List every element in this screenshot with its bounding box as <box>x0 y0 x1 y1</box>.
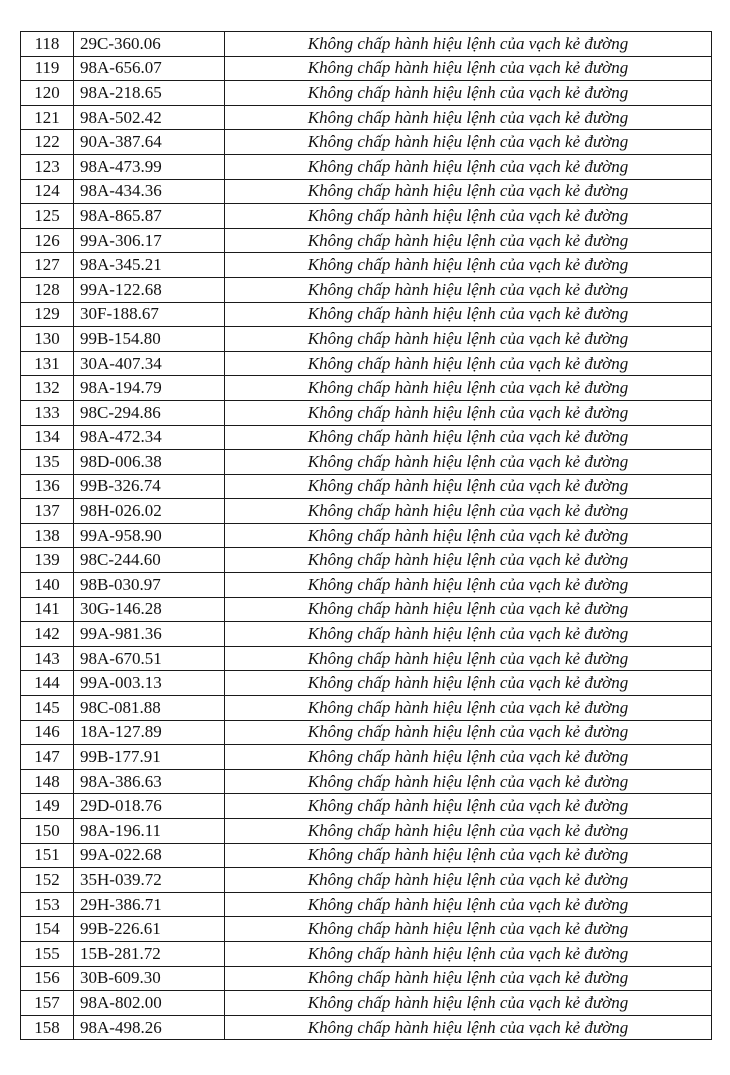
row-number-cell: 154 <box>21 917 74 942</box>
violation-cell: Không chấp hành hiệu lệnh của vạch kẻ đường <box>225 941 712 966</box>
table-row <box>21 425 712 450</box>
row-number-cell: 156 <box>21 966 74 991</box>
row-number-cell: 136 <box>21 474 74 499</box>
table-row <box>21 523 712 548</box>
table-row <box>21 843 712 868</box>
violation-cell: Không chấp hành hiệu lệnh của vạch kẻ đường <box>225 991 712 1016</box>
license-plate-cell: 98A-670.51 <box>74 646 225 671</box>
row-number-cell: 130 <box>21 327 74 352</box>
license-plate-cell: 98A-434.36 <box>74 179 225 204</box>
license-plate-cell: 99B-226.61 <box>74 917 225 942</box>
violation-cell: Không chấp hành hiệu lệnh của vạch kẻ đường <box>225 966 712 991</box>
license-plate-cell: 98A-218.65 <box>74 81 225 106</box>
license-plate-cell: 98A-345.21 <box>74 253 225 278</box>
table-row <box>21 56 712 81</box>
row-number-cell: 121 <box>21 105 74 130</box>
row-number-cell: 124 <box>21 179 74 204</box>
row-number-cell: 120 <box>21 81 74 106</box>
violation-cell: Không chấp hành hiệu lệnh của vạch kẻ đường <box>225 130 712 155</box>
license-plate-cell: 30G-146.28 <box>74 597 225 622</box>
violation-cell: Không chấp hành hiệu lệnh của vạch kẻ đường <box>225 868 712 893</box>
row-number-cell: 151 <box>21 843 74 868</box>
table-row <box>21 499 712 524</box>
table-row <box>21 941 712 966</box>
table-row <box>21 154 712 179</box>
row-number-cell: 126 <box>21 228 74 253</box>
violation-cell: Không chấp hành hiệu lệnh của vạch kẻ đường <box>225 253 712 278</box>
table-row <box>21 105 712 130</box>
violation-cell: Không chấp hành hiệu lệnh của vạch kẻ đường <box>225 597 712 622</box>
license-plate-cell: 30B-609.30 <box>74 966 225 991</box>
row-number-cell: 131 <box>21 351 74 376</box>
license-plate-cell: 90A-387.64 <box>74 130 225 155</box>
violation-cell: Không chấp hành hiệu lệnh của vạch kẻ đường <box>225 32 712 57</box>
row-number-cell: 123 <box>21 154 74 179</box>
row-number-cell: 146 <box>21 720 74 745</box>
license-plate-cell: 98A-472.34 <box>74 425 225 450</box>
license-plate-cell: 98C-294.86 <box>74 400 225 425</box>
violation-cell: Không chấp hành hiệu lệnh của vạch kẻ đường <box>225 204 712 229</box>
license-plate-cell: 98A-802.00 <box>74 991 225 1016</box>
row-number-cell: 135 <box>21 450 74 475</box>
table-row <box>21 720 712 745</box>
table-row <box>21 179 712 204</box>
violation-cell: Không chấp hành hiệu lệnh của vạch kẻ đường <box>225 892 712 917</box>
table-row <box>21 1015 712 1040</box>
table-row <box>21 376 712 401</box>
table-row <box>21 474 712 499</box>
table-row <box>21 130 712 155</box>
violation-cell: Không chấp hành hiệu lệnh của vạch kẻ đường <box>225 327 712 352</box>
license-plate-cell: 98B-030.97 <box>74 573 225 598</box>
row-number-cell: 152 <box>21 868 74 893</box>
license-plate-cell: 99A-003.13 <box>74 671 225 696</box>
violation-cell: Không chấp hành hiệu lệnh của vạch kẻ đường <box>225 400 712 425</box>
violation-cell: Không chấp hành hiệu lệnh của vạch kẻ đường <box>225 548 712 573</box>
license-plate-cell: 98H-026.02 <box>74 499 225 524</box>
license-plate-cell: 99B-177.91 <box>74 745 225 770</box>
violation-cell: Không chấp hành hiệu lệnh của vạch kẻ đường <box>225 499 712 524</box>
violation-cell: Không chấp hành hiệu lệnh của vạch kẻ đường <box>225 917 712 942</box>
license-plate-cell: 98C-244.60 <box>74 548 225 573</box>
row-number-cell: 157 <box>21 991 74 1016</box>
table-row <box>21 400 712 425</box>
violation-cell: Không chấp hành hiệu lệnh của vạch kẻ đường <box>225 794 712 819</box>
table-row <box>21 966 712 991</box>
table-row <box>21 597 712 622</box>
row-number-cell: 149 <box>21 794 74 819</box>
row-number-cell: 119 <box>21 56 74 81</box>
license-plate-cell: 99B-326.74 <box>74 474 225 499</box>
violation-cell: Không chấp hành hiệu lệnh của vạch kẻ đường <box>225 573 712 598</box>
violation-cell: Không chấp hành hiệu lệnh của vạch kẻ đường <box>225 646 712 671</box>
row-number-cell: 148 <box>21 769 74 794</box>
violation-cell: Không chấp hành hiệu lệnh của vạch kẻ đường <box>225 474 712 499</box>
table-row <box>21 769 712 794</box>
license-plate-cell: 29C-360.06 <box>74 32 225 57</box>
table-row <box>21 253 712 278</box>
violation-cell: Không chấp hành hiệu lệnh của vạch kẻ đường <box>225 843 712 868</box>
row-number-cell: 141 <box>21 597 74 622</box>
table-row <box>21 351 712 376</box>
violation-cell: Không chấp hành hiệu lệnh của vạch kẻ đường <box>225 671 712 696</box>
row-number-cell: 143 <box>21 646 74 671</box>
violation-cell: Không chấp hành hiệu lệnh của vạch kẻ đường <box>225 720 712 745</box>
license-plate-cell: 98A-502.42 <box>74 105 225 130</box>
row-number-cell: 134 <box>21 425 74 450</box>
violation-cell: Không chấp hành hiệu lệnh của vạch kẻ đường <box>225 696 712 721</box>
table-row <box>21 32 712 57</box>
table-row <box>21 277 712 302</box>
row-number-cell: 132 <box>21 376 74 401</box>
row-number-cell: 129 <box>21 302 74 327</box>
row-number-cell: 122 <box>21 130 74 155</box>
row-number-cell: 128 <box>21 277 74 302</box>
license-plate-cell: 99A-122.68 <box>74 277 225 302</box>
violation-cell: Không chấp hành hiệu lệnh của vạch kẻ đường <box>225 622 712 647</box>
license-plate-cell: 99A-022.68 <box>74 843 225 868</box>
table-row <box>21 204 712 229</box>
row-number-cell: 158 <box>21 1015 74 1040</box>
table-row <box>21 892 712 917</box>
row-number-cell: 145 <box>21 696 74 721</box>
row-number-cell: 155 <box>21 941 74 966</box>
table-row <box>21 573 712 598</box>
row-number-cell: 139 <box>21 548 74 573</box>
table-row <box>21 794 712 819</box>
table-row <box>21 228 712 253</box>
row-number-cell: 144 <box>21 671 74 696</box>
license-plate-cell: 98A-386.63 <box>74 769 225 794</box>
table-row <box>21 917 712 942</box>
violation-cell: Không chấp hành hiệu lệnh của vạch kẻ đường <box>225 523 712 548</box>
table-row <box>21 646 712 671</box>
license-plate-cell: 98C-081.88 <box>74 696 225 721</box>
violation-cell: Không chấp hành hiệu lệnh của vạch kẻ đường <box>225 425 712 450</box>
violation-cell: Không chấp hành hiệu lệnh của vạch kẻ đường <box>225 769 712 794</box>
table-row <box>21 696 712 721</box>
license-plate-cell: 15B-281.72 <box>74 941 225 966</box>
row-number-cell: 137 <box>21 499 74 524</box>
license-plate-cell: 98D-006.38 <box>74 450 225 475</box>
license-plate-cell: 29D-018.76 <box>74 794 225 819</box>
violation-cell: Không chấp hành hiệu lệnh của vạch kẻ đường <box>225 228 712 253</box>
table-row <box>21 81 712 106</box>
row-number-cell: 118 <box>21 32 74 57</box>
license-plate-cell: 99A-958.90 <box>74 523 225 548</box>
row-number-cell: 125 <box>21 204 74 229</box>
violation-cell: Không chấp hành hiệu lệnh của vạch kẻ đường <box>225 450 712 475</box>
table-row <box>21 302 712 327</box>
row-number-cell: 140 <box>21 573 74 598</box>
license-plate-cell: 35H-039.72 <box>74 868 225 893</box>
violation-cell: Không chấp hành hiệu lệnh của vạch kẻ đường <box>225 56 712 81</box>
license-plate-cell: 99A-981.36 <box>74 622 225 647</box>
table-row <box>21 745 712 770</box>
table-row <box>21 819 712 844</box>
row-number-cell: 142 <box>21 622 74 647</box>
license-plate-cell: 30A-407.34 <box>74 351 225 376</box>
violation-cell: Không chấp hành hiệu lệnh của vạch kẻ đường <box>225 105 712 130</box>
violation-cell: Không chấp hành hiệu lệnh của vạch kẻ đường <box>225 179 712 204</box>
violation-cell: Không chấp hành hiệu lệnh của vạch kẻ đường <box>225 1015 712 1040</box>
license-plate-cell: 98A-194.79 <box>74 376 225 401</box>
license-plate-cell: 30F-188.67 <box>74 302 225 327</box>
table-row <box>21 671 712 696</box>
violation-cell: Không chấp hành hiệu lệnh của vạch kẻ đường <box>225 277 712 302</box>
row-number-cell: 150 <box>21 819 74 844</box>
row-number-cell: 127 <box>21 253 74 278</box>
violations-table <box>20 31 712 1040</box>
license-plate-cell: 29H-386.71 <box>74 892 225 917</box>
license-plate-cell: 99B-154.80 <box>74 327 225 352</box>
table-row <box>21 450 712 475</box>
table-row <box>21 548 712 573</box>
row-number-cell: 138 <box>21 523 74 548</box>
table-row <box>21 622 712 647</box>
license-plate-cell: 99A-306.17 <box>74 228 225 253</box>
row-number-cell: 153 <box>21 892 74 917</box>
license-plate-cell: 98A-196.11 <box>74 819 225 844</box>
violation-cell: Không chấp hành hiệu lệnh của vạch kẻ đường <box>225 302 712 327</box>
table-row <box>21 327 712 352</box>
violation-cell: Không chấp hành hiệu lệnh của vạch kẻ đường <box>225 745 712 770</box>
table-row <box>21 991 712 1016</box>
violation-cell: Không chấp hành hiệu lệnh của vạch kẻ đường <box>225 81 712 106</box>
license-plate-cell: 98A-865.87 <box>74 204 225 229</box>
row-number-cell: 133 <box>21 400 74 425</box>
license-plate-cell: 18A-127.89 <box>74 720 225 745</box>
license-plate-cell: 98A-656.07 <box>74 56 225 81</box>
violation-cell: Không chấp hành hiệu lệnh của vạch kẻ đường <box>225 154 712 179</box>
violation-cell: Không chấp hành hiệu lệnh của vạch kẻ đường <box>225 819 712 844</box>
violation-cell: Không chấp hành hiệu lệnh của vạch kẻ đường <box>225 376 712 401</box>
violation-cell: Không chấp hành hiệu lệnh của vạch kẻ đường <box>225 351 712 376</box>
table-row <box>21 868 712 893</box>
row-number-cell: 147 <box>21 745 74 770</box>
table-body <box>21 32 712 1040</box>
license-plate-cell: 98A-498.26 <box>74 1015 225 1040</box>
license-plate-cell: 98A-473.99 <box>74 154 225 179</box>
